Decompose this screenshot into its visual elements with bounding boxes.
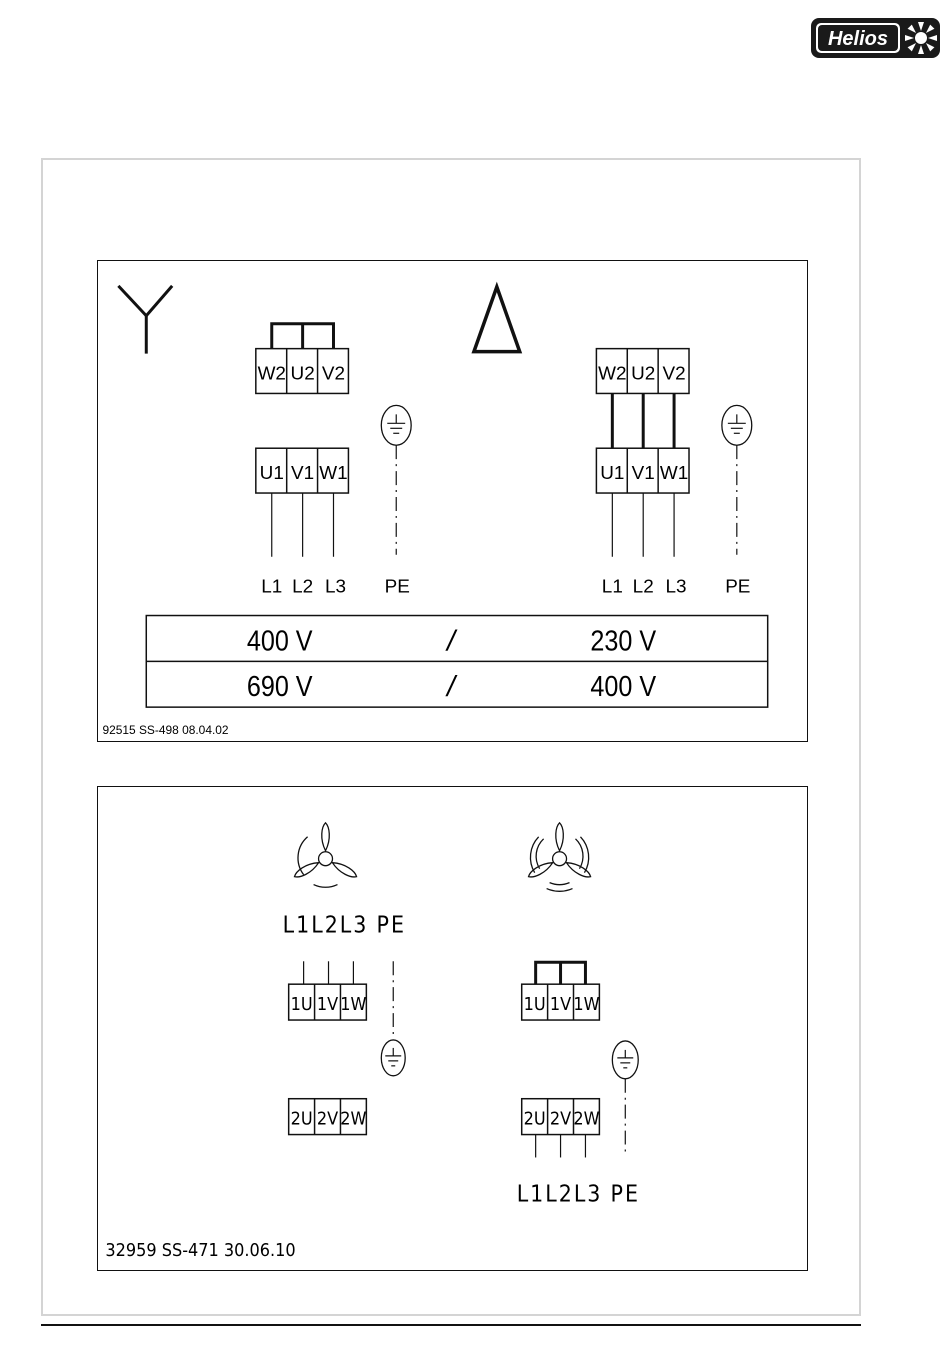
terminal-label: 2V — [549, 1108, 572, 1130]
line-label-l2: L2 — [292, 576, 314, 598]
pe-label: PE — [384, 576, 410, 598]
supply-lines-label: L1L2L3 — [516, 1181, 603, 1208]
terminal-label: W1 — [659, 463, 689, 485]
terminal-label: 1V — [316, 994, 339, 1016]
star-top-terminal-block — [256, 349, 349, 394]
terminal-label: 1W — [340, 994, 367, 1016]
earth-ground-icon — [381, 1040, 405, 1076]
delta-bridges — [612, 393, 674, 448]
voltage-separator: / — [446, 625, 456, 658]
earth-ground-icon — [381, 405, 411, 554]
low-speed-top-terminal-block — [289, 984, 367, 1020]
footer-rule — [41, 1324, 861, 1326]
earth-ground-icon — [612, 1041, 638, 1154]
high-speed-bridge — [536, 962, 586, 985]
star-bridge — [272, 324, 334, 349]
low-speed-bottom-terminal-block — [289, 1099, 367, 1135]
terminal-label: V1 — [631, 463, 655, 485]
pe-label: PE — [725, 576, 751, 598]
two-speed-panel — [97, 786, 808, 1271]
fan-high-speed-icon — [527, 823, 593, 891]
line-label-l2: L2 — [632, 576, 654, 598]
star-supply-wires — [272, 493, 334, 557]
terminal-label: 2U — [523, 1108, 546, 1130]
terminal-label: 2W — [340, 1108, 367, 1130]
delta-connection-symbol — [474, 287, 520, 352]
terminal-label: U2 — [631, 363, 656, 385]
drawing-reference: 32959 SS-471 30.06.10 — [105, 1240, 296, 1262]
delta-supply-wires — [612, 493, 674, 557]
terminal-label: 1U — [290, 994, 313, 1016]
line-label-l3: L3 — [665, 576, 687, 598]
star-bottom-terminal-block — [256, 448, 349, 493]
terminal-label: V2 — [662, 363, 686, 385]
logo-wordmark: Helios — [827, 28, 889, 50]
high-speed-top-terminal-block — [522, 984, 600, 1020]
line-label-l1: L1 — [261, 576, 283, 598]
delta-voltage: 400 V — [590, 671, 657, 704]
terminal-label: 1U — [523, 994, 546, 1016]
terminal-label: 1V — [549, 994, 572, 1016]
terminal-label: 2U — [290, 1108, 313, 1130]
delta-top-terminal-block — [596, 349, 689, 394]
terminal-label: V1 — [291, 463, 315, 485]
terminal-label: 1W — [573, 994, 600, 1016]
voltage-separator: / — [446, 671, 456, 704]
supply-lines-label: L1L2L3 — [282, 912, 369, 939]
fan-icon — [905, 22, 937, 54]
terminal-label: U1 — [259, 463, 284, 485]
star-delta-panel — [97, 260, 808, 742]
high-speed-supply-wires — [536, 1135, 586, 1158]
star-voltage: 690 V — [246, 671, 314, 704]
line-label-l1: L1 — [601, 576, 623, 598]
line-label-l3: L3 — [324, 576, 347, 598]
high-speed-bottom-terminal-block — [522, 1099, 600, 1135]
drawing-reference: 92515 SS-498 08.04.02 — [102, 723, 229, 738]
star-connection-symbol — [118, 286, 172, 354]
fan-low-speed-icon — [293, 823, 359, 887]
terminal-label: 2W — [573, 1108, 600, 1130]
pe-label: PE — [610, 1181, 640, 1208]
helios-logo — [810, 16, 942, 60]
star-voltage: 400 V — [246, 625, 314, 658]
delta-voltage: 230 V — [590, 625, 657, 658]
terminal-label: 2V — [316, 1108, 339, 1130]
delta-bottom-terminal-block — [596, 448, 689, 493]
earth-ground-icon — [722, 405, 752, 554]
terminal-label: W2 — [257, 363, 286, 385]
pe-label: PE — [376, 912, 406, 939]
terminal-label: U1 — [600, 463, 625, 485]
voltage-table — [146, 616, 767, 708]
terminal-label: V2 — [321, 363, 346, 385]
terminal-label: W2 — [598, 363, 627, 385]
terminal-label: W1 — [319, 463, 348, 485]
terminal-label: U2 — [290, 363, 315, 385]
